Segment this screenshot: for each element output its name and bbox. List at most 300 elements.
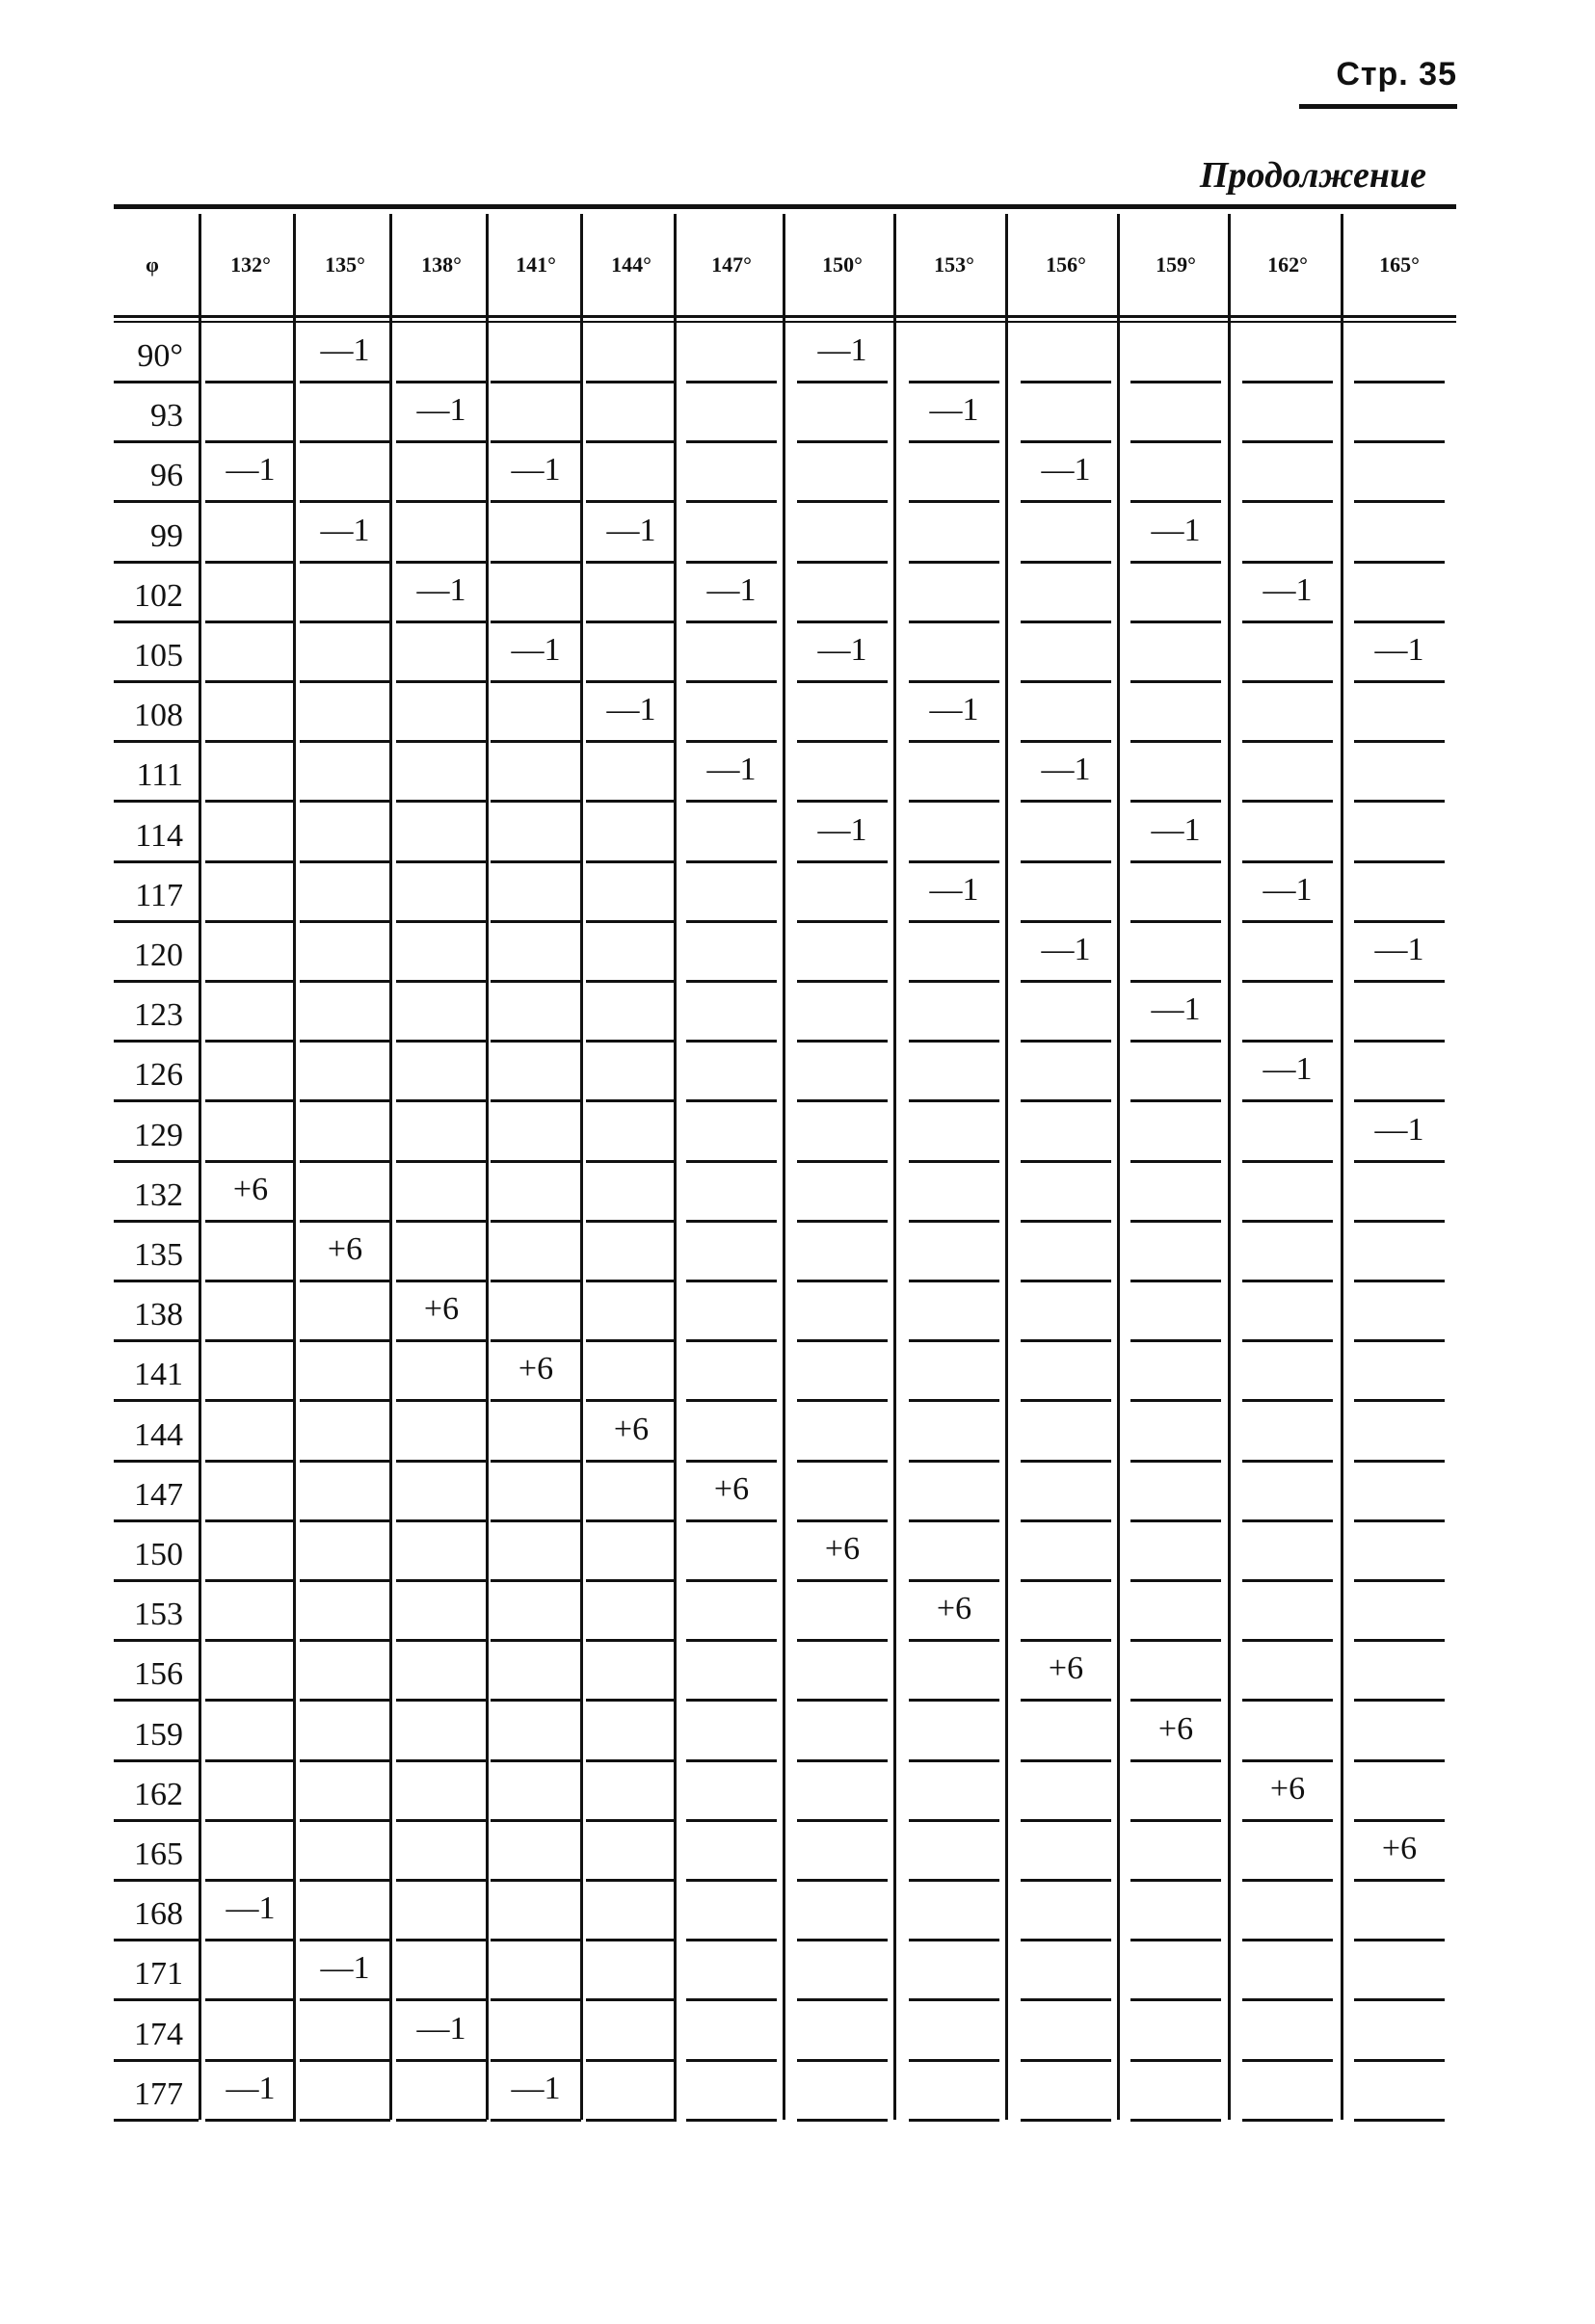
cell-underline: [797, 1579, 888, 1582]
cell-underline: [1242, 1399, 1333, 1402]
row-label-underline: [114, 2119, 199, 2122]
table-cell-value: —1: [226, 452, 276, 489]
phi-header: φ: [146, 252, 159, 277]
cell-underline: [300, 1759, 390, 1762]
cell-underline: [1354, 800, 1445, 803]
cell-underline: [1021, 1879, 1111, 1882]
cell-underline: [1130, 920, 1221, 923]
cell-underline: [300, 860, 390, 863]
cell-underline: [1242, 561, 1333, 564]
row-label-underline: [114, 860, 199, 863]
cell-underline: [491, 1699, 581, 1702]
cell-underline: [797, 1699, 888, 1702]
cell-underline: [686, 740, 777, 743]
cell-underline: [491, 1819, 581, 1822]
cell-underline: [205, 381, 296, 383]
cell-underline: [205, 860, 296, 863]
cell-underline: [491, 1879, 581, 1882]
cell-underline: [586, 2059, 677, 2062]
cell-underline: [909, 1460, 999, 1463]
cell-underline: [205, 1998, 296, 2001]
row-label-underline: [114, 1819, 199, 1822]
cell-underline: [909, 1998, 999, 2001]
cell-underline: [300, 1879, 390, 1882]
cell-underline: [909, 1160, 999, 1163]
table-cell-value: —1: [1151, 512, 1201, 548]
row-label-underline: [114, 1160, 199, 1163]
cell-underline: [396, 1579, 487, 1582]
cell-underline: [396, 1160, 487, 1163]
table-cell-value: —1: [1151, 991, 1201, 1028]
cell-underline: [1354, 1519, 1445, 1522]
cell-underline: [396, 980, 487, 983]
cell-underline: [686, 1879, 777, 1882]
cell-underline: [1130, 381, 1221, 383]
cell-underline: [1242, 680, 1333, 683]
row-label-phi: 105: [134, 638, 183, 673]
cell-underline: [1130, 800, 1221, 803]
table-cell-value: +6: [613, 1411, 650, 1447]
cell-underline: [300, 1220, 390, 1223]
cell-underline: [1021, 680, 1111, 683]
table-cell-value: —1: [1263, 871, 1313, 908]
cell-underline: [1021, 2119, 1111, 2122]
cell-underline: [686, 1998, 777, 2001]
cell-underline: [1021, 1579, 1111, 1582]
cell-underline: [586, 1879, 677, 1882]
cell-underline: [1242, 800, 1333, 803]
cell-underline: [1354, 1998, 1445, 2001]
cell-underline: [686, 920, 777, 923]
cell-underline: [300, 1819, 390, 1822]
row-label-underline: [114, 440, 199, 443]
cell-underline: [1354, 1579, 1445, 1582]
cell-underline: [396, 561, 487, 564]
column-divider: [1341, 214, 1343, 2120]
row-label-underline: [114, 1639, 199, 1642]
cell-underline: [909, 1759, 999, 1762]
column-divider: [1117, 214, 1120, 2120]
cell-underline: [586, 381, 677, 383]
table-cell-value: —1: [511, 2070, 561, 2106]
cell-underline: [909, 1579, 999, 1582]
cell-underline: [1021, 1759, 1111, 1762]
cell-underline: [1242, 1699, 1333, 1702]
cell-underline: [586, 1579, 677, 1582]
cell-underline: [797, 800, 888, 803]
table-top-rule: [114, 204, 1456, 209]
row-label-underline: [114, 500, 199, 503]
cell-underline: [1242, 1460, 1333, 1463]
table-cell-value: +6: [518, 1351, 554, 1387]
cell-underline: [491, 1579, 581, 1582]
row-label-phi: 126: [134, 1057, 183, 1094]
cell-underline: [1021, 381, 1111, 383]
cell-underline: [586, 1280, 677, 1282]
column-header: 132°: [230, 252, 271, 277]
cell-underline: [1021, 1160, 1111, 1163]
cell-underline: [491, 740, 581, 743]
cell-underline: [300, 1399, 390, 1402]
cell-underline: [1021, 920, 1111, 923]
cell-underline: [797, 1759, 888, 1762]
row-label-underline: [114, 1040, 199, 1043]
cell-underline: [1242, 2119, 1333, 2122]
cell-underline: [396, 800, 487, 803]
table-cell-value: +6: [1381, 1831, 1418, 1866]
column-divider: [893, 214, 896, 2120]
table-cell-value: —1: [416, 571, 466, 608]
row-label-underline: [114, 1579, 199, 1582]
cell-underline: [491, 1998, 581, 2001]
cell-underline: [1354, 621, 1445, 623]
cell-underline: [300, 1339, 390, 1342]
cell-underline: [491, 1519, 581, 1522]
cell-underline: [1021, 1220, 1111, 1223]
cell-underline: [1354, 1639, 1445, 1642]
cell-underline: [1021, 1819, 1111, 1822]
row-label-phi: 99: [150, 517, 183, 554]
table-cell-value: —1: [1374, 932, 1424, 967]
cell-underline: [1021, 1998, 1111, 2001]
cell-underline: [1130, 1160, 1221, 1163]
row-label-phi: 153: [134, 1597, 183, 1633]
cell-underline: [205, 1280, 296, 1282]
cell-underline: [1242, 1040, 1333, 1043]
cell-underline: [909, 920, 999, 923]
cell-underline: [491, 1220, 581, 1223]
cell-underline: [909, 1879, 999, 1882]
cell-underline: [300, 1699, 390, 1702]
cell-underline: [1242, 1879, 1333, 1882]
column-divider: [1005, 214, 1008, 2120]
cell-underline: [300, 1519, 390, 1522]
cell-underline: [1130, 1699, 1221, 1702]
row-label-underline: [114, 1939, 199, 1941]
table-cell-value: —1: [1263, 571, 1313, 608]
cell-underline: [300, 1998, 390, 2001]
cell-underline: [1021, 1040, 1111, 1043]
cell-underline: [586, 1220, 677, 1223]
row-label-underline: [114, 1879, 199, 1882]
row-label-phi: 120: [134, 938, 183, 973]
row-label-phi: 114: [135, 817, 183, 854]
cell-underline: [491, 1639, 581, 1642]
cell-underline: [1130, 1939, 1221, 1941]
cell-underline: [1130, 1280, 1221, 1282]
cell-underline: [1021, 860, 1111, 863]
cell-underline: [1242, 381, 1333, 383]
cell-underline: [205, 2059, 296, 2062]
cell-underline: [396, 1879, 487, 1882]
cell-underline: [205, 1160, 296, 1163]
cell-underline: [1130, 860, 1221, 863]
cell-underline: [909, 381, 999, 383]
row-label-underline: [114, 1099, 199, 1102]
cell-underline: [797, 2119, 888, 2122]
cell-underline: [909, 1699, 999, 1702]
cell-underline: [300, 2119, 390, 2122]
column-header: 153°: [934, 252, 974, 277]
cell-underline: [1242, 740, 1333, 743]
row-label-phi: 93: [150, 398, 183, 435]
cell-underline: [1354, 2059, 1445, 2062]
cell-underline: [1242, 621, 1333, 623]
row-label-underline: [114, 2059, 199, 2062]
cell-underline: [1021, 1699, 1111, 1702]
cell-underline: [396, 1099, 487, 1102]
cell-underline: [1130, 2059, 1221, 2062]
column-header: 144°: [611, 252, 651, 277]
cell-underline: [300, 1579, 390, 1582]
cell-underline: [797, 1460, 888, 1463]
cell-underline: [686, 561, 777, 564]
cell-underline: [586, 1099, 677, 1102]
row-label-underline: [114, 800, 199, 803]
cell-underline: [396, 860, 487, 863]
cell-underline: [1130, 1099, 1221, 1102]
cell-underline: [1242, 1759, 1333, 1762]
column-header: 138°: [421, 252, 462, 277]
table-cell-value: +6: [232, 1171, 269, 1207]
cell-underline: [686, 1699, 777, 1702]
cell-underline: [586, 1399, 677, 1402]
row-label-phi: 123: [134, 997, 183, 1034]
cell-underline: [1242, 1220, 1333, 1223]
cell-underline: [205, 1759, 296, 1762]
row-label-underline: [114, 740, 199, 743]
cell-underline: [491, 1280, 581, 1282]
cell-underline: [205, 1040, 296, 1043]
cell-underline: [686, 1160, 777, 1163]
row-label-underline: [114, 1759, 199, 1762]
cell-underline: [686, 500, 777, 503]
cell-underline: [300, 1639, 390, 1642]
row-label-underline: [114, 1280, 199, 1282]
cell-underline: [1130, 2119, 1221, 2122]
cell-underline: [797, 1879, 888, 1882]
cell-underline: [686, 621, 777, 623]
cell-underline: [797, 440, 888, 443]
table-cell-value: —1: [226, 2070, 276, 2106]
cell-underline: [586, 1460, 677, 1463]
cell-underline: [586, 1639, 677, 1642]
cell-underline: [1242, 1998, 1333, 2001]
cell-underline: [686, 1280, 777, 1282]
cell-underline: [1242, 1579, 1333, 1582]
cell-underline: [686, 440, 777, 443]
cell-underline: [686, 1939, 777, 1941]
table-cell-value: —1: [226, 1890, 276, 1927]
cell-underline: [300, 1099, 390, 1102]
cell-underline: [300, 621, 390, 623]
cell-underline: [1242, 860, 1333, 863]
table-cell-value: +6: [423, 1291, 460, 1328]
table-cell-value: —1: [1374, 1111, 1424, 1148]
cell-underline: [797, 1819, 888, 1822]
row-label-phi: 117: [135, 877, 183, 913]
cell-underline: [686, 2119, 777, 2122]
cell-underline: [686, 1339, 777, 1342]
cell-underline: [300, 1040, 390, 1043]
cell-underline: [396, 1939, 487, 1941]
cell-underline: [797, 381, 888, 383]
cell-underline: [797, 1339, 888, 1342]
row-label-underline: [114, 381, 199, 383]
page-number: Стр. 35: [1336, 56, 1457, 92]
cell-underline: [797, 860, 888, 863]
cell-underline: [491, 980, 581, 983]
cell-underline: [1354, 2119, 1445, 2122]
cell-underline: [396, 1220, 487, 1223]
cell-underline: [909, 1339, 999, 1342]
cell-underline: [205, 1099, 296, 1102]
row-label-underline: [114, 980, 199, 983]
cell-underline: [205, 1699, 296, 1702]
cell-underline: [1354, 1879, 1445, 1882]
cell-underline: [300, 740, 390, 743]
table-cell-value: —1: [320, 1950, 370, 1987]
cell-underline: [586, 920, 677, 923]
page-number-underline: [1299, 104, 1457, 109]
table-cell-value: —1: [1151, 811, 1201, 848]
cell-underline: [1021, 1339, 1111, 1342]
cell-underline: [396, 680, 487, 683]
cell-underline: [491, 1040, 581, 1043]
cell-underline: [797, 1040, 888, 1043]
row-label-phi: 96: [150, 458, 183, 494]
cell-underline: [491, 2119, 581, 2122]
cell-underline: [909, 1099, 999, 1102]
table-cell-value: —1: [511, 452, 561, 489]
column-header: 165°: [1379, 252, 1420, 277]
cell-underline: [686, 1220, 777, 1223]
cell-underline: [1021, 561, 1111, 564]
cell-underline: [1242, 500, 1333, 503]
table-cell-value: +6: [824, 1531, 861, 1567]
cell-underline: [909, 860, 999, 863]
table-cell-value: —1: [1041, 932, 1091, 967]
cell-underline: [396, 1759, 487, 1762]
row-label-phi: 108: [134, 698, 183, 734]
cell-underline: [205, 1819, 296, 1822]
cell-underline: [1130, 1220, 1221, 1223]
cell-underline: [396, 2059, 487, 2062]
table-cell-value: —1: [1263, 1051, 1313, 1088]
cell-underline: [586, 1040, 677, 1043]
cell-underline: [1021, 500, 1111, 503]
cell-underline: [1130, 440, 1221, 443]
cell-underline: [686, 860, 777, 863]
cell-underline: [396, 1280, 487, 1282]
table-cell-value: +6: [1157, 1710, 1194, 1747]
cell-underline: [396, 621, 487, 623]
cell-underline: [205, 1339, 296, 1342]
cell-underline: [1021, 740, 1111, 743]
cell-underline: [1130, 500, 1221, 503]
row-label-underline: [114, 1399, 199, 1402]
cell-underline: [586, 500, 677, 503]
cell-underline: [586, 561, 677, 564]
cell-underline: [1354, 1339, 1445, 1342]
cell-underline: [205, 1639, 296, 1642]
cell-underline: [686, 2059, 777, 2062]
cell-underline: [1130, 1759, 1221, 1762]
cell-underline: [300, 500, 390, 503]
cell-underline: [797, 621, 888, 623]
cell-underline: [491, 1759, 581, 1762]
cell-underline: [797, 1998, 888, 2001]
cell-underline: [797, 1220, 888, 1223]
cell-underline: [686, 1399, 777, 1402]
cell-underline: [491, 621, 581, 623]
cell-underline: [686, 1099, 777, 1102]
cell-underline: [797, 1399, 888, 1402]
table-cell-value: +6: [713, 1470, 750, 1507]
cell-underline: [797, 1099, 888, 1102]
column-header: 159°: [1156, 252, 1196, 277]
cell-underline: [1130, 1579, 1221, 1582]
row-label-underline: [114, 561, 199, 564]
cell-underline: [491, 1399, 581, 1402]
cell-underline: [1242, 1280, 1333, 1282]
cell-underline: [396, 1460, 487, 1463]
cell-underline: [1130, 1339, 1221, 1342]
cell-underline: [205, 980, 296, 983]
row-label-phi: 177: [134, 2075, 183, 2112]
cell-underline: [396, 920, 487, 923]
cell-underline: [686, 1759, 777, 1762]
cell-underline: [1130, 621, 1221, 623]
table-cell-value: —1: [929, 392, 979, 429]
cell-underline: [1130, 980, 1221, 983]
cell-underline: [686, 1519, 777, 1522]
cell-underline: [1130, 680, 1221, 683]
cell-underline: [396, 1040, 487, 1043]
cell-underline: [491, 561, 581, 564]
row-label-underline: [114, 1220, 199, 1223]
cell-underline: [205, 561, 296, 564]
cell-underline: [1021, 1939, 1111, 1941]
cell-underline: [1130, 1399, 1221, 1402]
cell-underline: [1242, 1519, 1333, 1522]
cell-underline: [205, 1939, 296, 1941]
cell-underline: [491, 1939, 581, 1941]
cell-underline: [491, 1339, 581, 1342]
cell-underline: [1354, 980, 1445, 983]
cell-underline: [205, 1579, 296, 1582]
cell-underline: [491, 680, 581, 683]
cell-underline: [1354, 1819, 1445, 1822]
cell-underline: [491, 920, 581, 923]
cell-underline: [909, 1819, 999, 1822]
cell-underline: [909, 1220, 999, 1223]
cell-underline: [1021, 1399, 1111, 1402]
cell-underline: [909, 1939, 999, 1941]
cell-underline: [686, 980, 777, 983]
row-label-underline: [114, 1339, 199, 1342]
cell-underline: [1354, 1460, 1445, 1463]
cell-underline: [909, 561, 999, 564]
cell-underline: [586, 2119, 677, 2122]
cell-underline: [205, 1220, 296, 1223]
cell-underline: [1242, 440, 1333, 443]
table-cell-value: —1: [817, 811, 867, 848]
row-label-phi: 150: [134, 1537, 183, 1572]
row-label-phi: 165: [134, 1836, 183, 1872]
cell-underline: [797, 500, 888, 503]
cell-underline: [205, 500, 296, 503]
